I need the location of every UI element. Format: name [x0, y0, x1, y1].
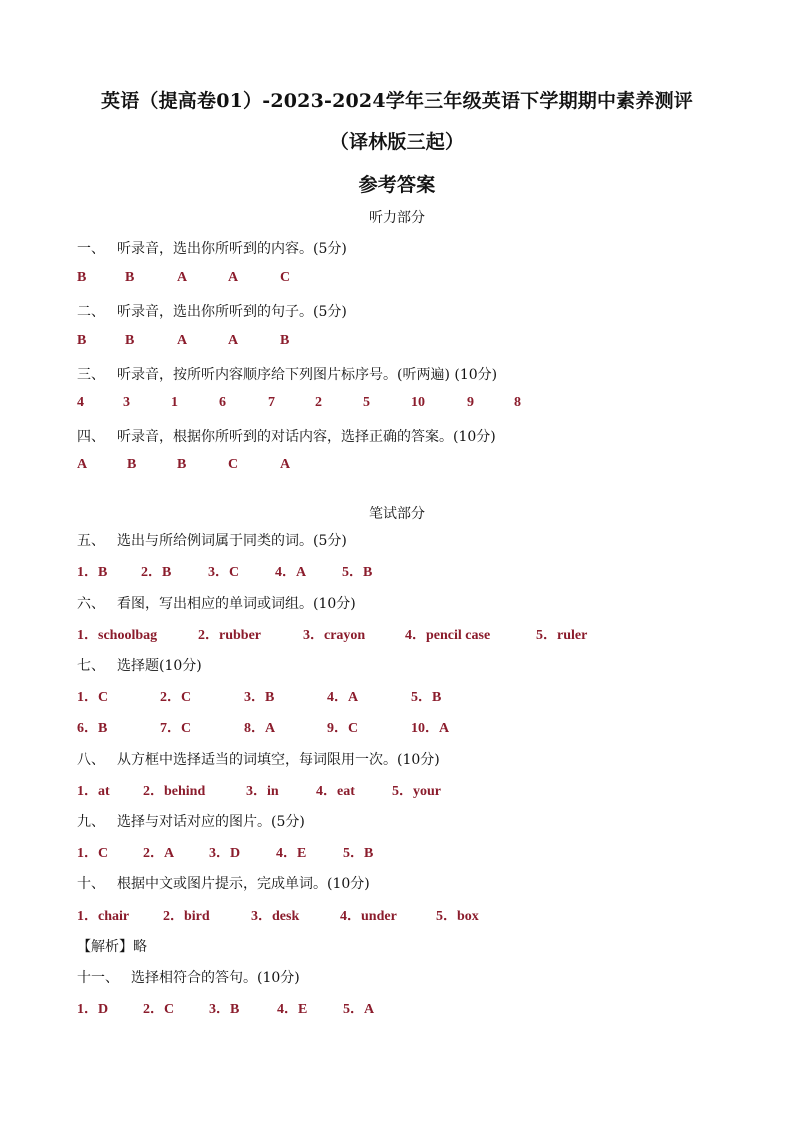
- answer: 1．schoolbag: [77, 628, 158, 643]
- answer: 2: [315, 395, 322, 410]
- section-2-question: [77, 301, 347, 321]
- answer: 7: [268, 395, 275, 410]
- answer: 1．B: [77, 565, 108, 580]
- answer: B: [177, 457, 187, 472]
- answer: 6: [219, 395, 226, 410]
- answer: 9: [467, 395, 474, 410]
- answer: A: [177, 270, 188, 285]
- section-6-question: [77, 593, 356, 613]
- answer: A: [280, 457, 291, 472]
- section-9-question: [77, 811, 305, 831]
- section-3-question: [77, 364, 497, 384]
- answer: 9．C: [327, 721, 359, 736]
- section-instruction: 看图，写出相应的单词或词组。(10分): [117, 596, 356, 612]
- answer: 8．A: [244, 721, 276, 736]
- answer: 7．C: [160, 721, 192, 736]
- answer: 1: [171, 395, 178, 410]
- section-instruction: 听录音，按所听内容顺序给下列图片标序号。(听两遍) (10分): [117, 367, 498, 383]
- section-number: 九、: [77, 814, 105, 830]
- section-number: 十、: [77, 876, 105, 892]
- answer: C: [280, 270, 291, 285]
- answer: 10: [411, 395, 425, 410]
- answer: C: [228, 457, 239, 472]
- answer: 2．C: [143, 1002, 175, 1017]
- answer: A: [228, 333, 239, 348]
- section-instruction: 选择题(10分): [117, 658, 202, 674]
- answer: B: [280, 333, 290, 348]
- listening-part-heading: 听力部分: [369, 210, 425, 226]
- answer: 5．B: [411, 690, 442, 705]
- answer: 5．B: [342, 565, 373, 580]
- section-number: 七、: [77, 658, 105, 674]
- answer: 1．chair: [77, 909, 130, 924]
- section-number: 一、: [77, 241, 105, 257]
- section-instruction: 从方框中选择适当的词填空，每词限用一次。(10分): [117, 752, 440, 768]
- answer: 4．under: [340, 909, 397, 924]
- answer: 10．A: [411, 721, 450, 736]
- section-number: 二、: [77, 304, 105, 320]
- section-instruction: 选择相符合的答句。(10分): [131, 970, 300, 986]
- section-instruction: 根据中文或图片提示，完成单词。(10分): [117, 876, 370, 892]
- section-number: 八、: [77, 752, 105, 768]
- answer: B: [125, 333, 135, 348]
- answer: 3．C: [208, 565, 240, 580]
- section-number: 十一、: [77, 970, 119, 986]
- answer: 6．B: [77, 721, 108, 736]
- document-title: 英语（提高卷01）-2023-2024学年三年级英语下学期期中素养测评: [101, 90, 693, 112]
- answer: 5．box: [436, 909, 479, 924]
- answer: 4．E: [276, 846, 307, 861]
- section-7-question: [77, 655, 202, 675]
- answer-key-heading: 参考答案: [358, 174, 436, 196]
- section-5-question: [77, 530, 347, 550]
- answer: 5．A: [343, 1002, 375, 1017]
- section-number: 四、: [77, 429, 105, 445]
- answer: 3．crayon: [303, 628, 366, 643]
- answer: 8: [514, 395, 521, 410]
- answer: 4．E: [277, 1002, 308, 1017]
- section-number: 五、: [77, 533, 105, 549]
- answer: B: [127, 457, 137, 472]
- section-instruction: 听录音，选出你所听到的句子。(5分): [117, 304, 347, 320]
- answer: B: [77, 270, 87, 285]
- answer: A: [77, 457, 88, 472]
- answer: 1．C: [77, 690, 109, 705]
- answer: 5．your: [392, 784, 441, 799]
- section-instruction: 听录音，选出你所听到的内容。(5分): [117, 241, 347, 257]
- section-4-question: [77, 426, 496, 446]
- section-1-question: [77, 238, 347, 258]
- answer: 5: [363, 395, 370, 410]
- answer: B: [125, 270, 135, 285]
- answer: 1．D: [77, 1002, 109, 1017]
- answer: B: [77, 333, 87, 348]
- answer: 2．bird: [163, 909, 210, 924]
- answer: 2．C: [160, 690, 192, 705]
- section-number: 六、: [77, 596, 105, 612]
- section-instruction: 选择与对话对应的图片。(5分): [117, 814, 305, 830]
- answer: 4．eat: [316, 784, 355, 799]
- answer: 1．at: [77, 784, 110, 799]
- answer: 5．ruler: [536, 628, 588, 643]
- answer: A: [228, 270, 239, 285]
- answer: A: [177, 333, 188, 348]
- section-instruction: 听录音，根据你所听到的对话内容，选择正确的答案。(10分): [117, 429, 496, 445]
- answer: 3．B: [209, 1002, 240, 1017]
- answer: 3．in: [246, 784, 279, 799]
- answer: 2．A: [143, 846, 175, 861]
- answer: 2．rubber: [198, 628, 261, 643]
- answer: 3．D: [209, 846, 241, 861]
- answer: 2．B: [141, 565, 172, 580]
- section-instruction: 选出与所给例词属于同类的词。(5分): [117, 533, 347, 549]
- section-8-question: [77, 749, 440, 769]
- answer: 4: [77, 395, 84, 410]
- section-11-question: [77, 967, 300, 987]
- answer: 5．B: [343, 846, 374, 861]
- document-subtitle: （译林版三起）: [329, 131, 465, 153]
- section-number: 三、: [77, 367, 105, 383]
- writing-part-heading: 笔试部分: [369, 506, 425, 522]
- answer: 4．A: [275, 565, 307, 580]
- answer: 1．C: [77, 846, 109, 861]
- answer: 3．desk: [251, 909, 300, 924]
- section-10-question: [77, 873, 370, 893]
- answer: 2．behind: [143, 784, 206, 799]
- analysis-note: 【解析】略: [77, 939, 147, 955]
- answer: 4．pencil case: [405, 628, 491, 643]
- answer: 4．A: [327, 690, 359, 705]
- answer: 3．B: [244, 690, 275, 705]
- answer: 3: [123, 395, 130, 410]
